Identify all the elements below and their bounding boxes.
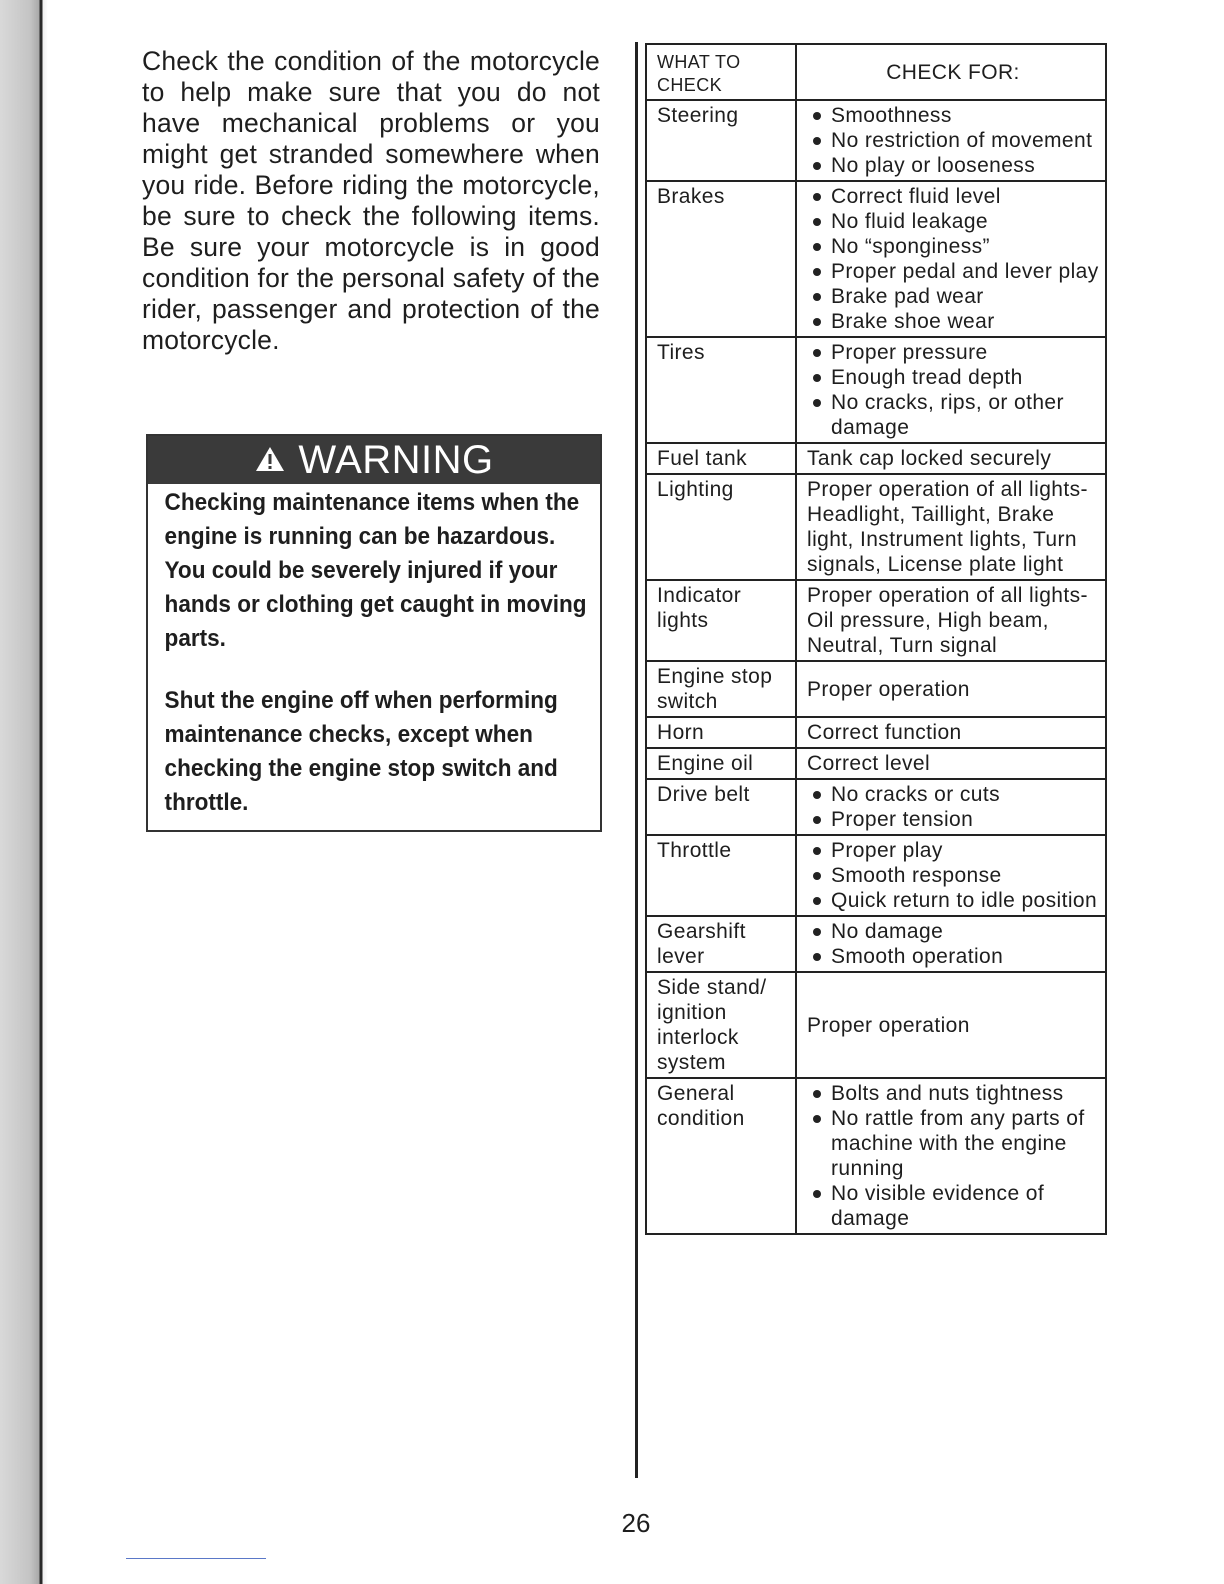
warning-title: WARNING [298, 437, 494, 482]
list-item: Bolts and nuts tightness [807, 1081, 1099, 1106]
table-row [646, 474, 1106, 580]
list-item: Brake shoe wear [807, 309, 1099, 334]
table-row [646, 1078, 1106, 1234]
warning-header [148, 436, 600, 484]
criteria-list [807, 1081, 1099, 1231]
list-item: No play or looseness [807, 153, 1099, 178]
check-criteria: Proper operation [796, 661, 1106, 717]
check-criteria [796, 1078, 1106, 1234]
table-row [646, 779, 1106, 835]
table-row [646, 717, 1106, 748]
table-row [646, 337, 1106, 443]
inspection-table [645, 43, 1107, 1235]
check-item: Lighting [646, 474, 796, 580]
check-criteria [796, 100, 1106, 181]
table-row [646, 443, 1106, 474]
check-item: Fuel tank [646, 443, 796, 474]
list-item: No fluid leakage [807, 209, 1099, 234]
table-row [646, 661, 1106, 717]
warning-paragraph-2: Shut the engine off when performing maintenance checks, except when checking the engine stop switch and throttle. [164, 687, 558, 816]
check-criteria [796, 916, 1106, 972]
check-item: Engine oil [646, 748, 796, 779]
list-item: No rattle from any parts of machine with the engine running [807, 1106, 1099, 1181]
list-item: Smooth response [807, 863, 1099, 888]
list-item: Proper pedal and lever play [807, 259, 1099, 284]
table-body [646, 100, 1106, 1234]
check-item: Engine stop switch [646, 661, 796, 717]
list-item: No restriction of movement [807, 128, 1099, 153]
criteria-list [807, 184, 1099, 334]
check-criteria: Correct function [796, 717, 1106, 748]
column-divider [635, 42, 638, 1478]
list-item: Smoothness [807, 103, 1099, 128]
list-item: Proper pressure [807, 340, 1099, 365]
header-what-to-check: WHAT TO CHECK [646, 44, 796, 100]
check-criteria: Proper operation [796, 972, 1106, 1078]
warning-paragraph-1: Checking maintenance items when the engine is running can be hazardous. You could be severely injured if your hands or clothing get caught in moving parts. [164, 489, 587, 652]
page-binding-edge [0, 0, 48, 1584]
check-criteria [796, 181, 1106, 337]
table-row [646, 916, 1106, 972]
list-item: No “sponginess” [807, 234, 1099, 259]
list-item: No cracks or cuts [807, 782, 1099, 807]
check-item: General condition [646, 1078, 796, 1234]
warning-body [148, 486, 601, 820]
intro-paragraph: Check the condition of the motorcycle to help make sure that you do not have mechanical problems or you might get stranded somewhere when you ride. Before riding the motorcycle, be sure to check the following items. Be sure your motorcycle is in good condition for the personal safety of the rider, passenger and protection of the motorcycle. [142, 46, 600, 355]
table-row [646, 835, 1106, 916]
check-criteria [796, 779, 1106, 835]
check-item: Tires [646, 337, 796, 443]
check-criteria: Proper operation of all lights-Oil pressure, High beam, Neutral, Turn signal [796, 580, 1106, 661]
criteria-list [807, 919, 1099, 969]
list-item: Proper play [807, 838, 1099, 863]
table-row [646, 580, 1106, 661]
header-check-for: CHECK FOR: [796, 44, 1106, 100]
check-item: Horn [646, 717, 796, 748]
check-criteria: Proper operation of all lights-Headlight, Taillight, Brake light, Instrument lights, Turn signals, License plate light [796, 474, 1106, 580]
list-item: No cracks, rips, or other damage [807, 390, 1099, 440]
warning-box [146, 434, 602, 832]
check-item: Indicator lights [646, 580, 796, 661]
list-item: Proper tension [807, 807, 1099, 832]
check-criteria [796, 835, 1106, 916]
criteria-list [807, 340, 1099, 440]
list-item: No damage [807, 919, 1099, 944]
check-criteria: Tank cap locked securely [796, 443, 1106, 474]
table-row [646, 972, 1106, 1078]
check-item: Steering [646, 100, 796, 181]
check-item: Gearshift lever [646, 916, 796, 972]
table-row [646, 181, 1106, 337]
list-item: Quick return to idle position [807, 888, 1099, 913]
list-item: Enough tread depth [807, 365, 1099, 390]
check-criteria: Correct level [796, 748, 1106, 779]
list-item: Correct fluid level [807, 184, 1099, 209]
table-row [646, 748, 1106, 779]
list-item: Smooth operation [807, 944, 1099, 969]
criteria-list [807, 782, 1099, 832]
check-item: Brakes [646, 181, 796, 337]
check-item: Throttle [646, 835, 796, 916]
table-row [646, 100, 1106, 181]
bottom-rule [126, 1558, 266, 1559]
criteria-list [807, 103, 1099, 178]
check-criteria [796, 337, 1106, 443]
criteria-list [807, 838, 1099, 913]
warning-triangle-icon [254, 438, 286, 483]
list-item: Brake pad wear [807, 284, 1099, 309]
table-header-row [646, 44, 1106, 100]
check-item: Drive belt [646, 779, 796, 835]
check-item: Side stand/ ignition interlock system [646, 972, 796, 1078]
page-number: 26 [621, 1508, 651, 1538]
list-item: No visible evidence of damage [807, 1181, 1099, 1231]
